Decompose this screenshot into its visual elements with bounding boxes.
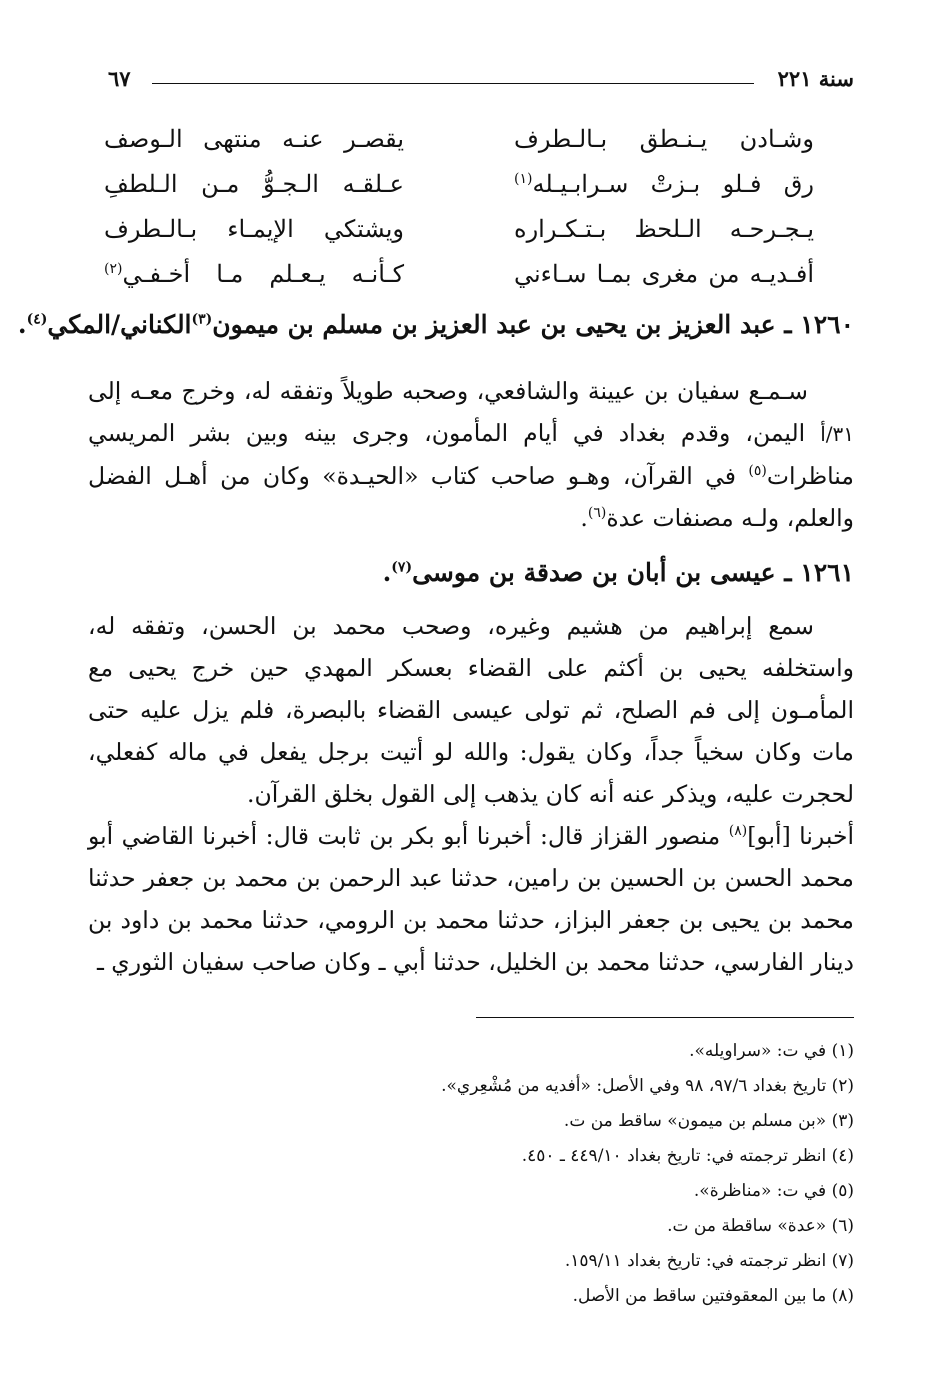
footnote-ref: (٧)	[391, 559, 413, 576]
title-text: .	[382, 558, 392, 587]
footnote: (٥) في ت: «مناظرة».	[693, 1181, 854, 1201]
page-number: ٦٧	[108, 66, 131, 91]
verse-text: كـأنـه يـعـلم مـا أخـفـي	[122, 260, 404, 288]
footnote: (٢) تاريخ بغداد ٩٧/٦، ٩٨ وفي الأصل: «أفديه من مُشْعِري».	[441, 1076, 854, 1096]
footnote: (٧) انظر ترجمته في: تاريخ بغداد ١٥٩/١١.	[564, 1251, 854, 1271]
header-rule	[152, 83, 754, 84]
year-label: سنة ٢٢١	[777, 66, 854, 91]
entry-1260-body	[88, 370, 854, 539]
entry-1261-body	[88, 605, 854, 815]
footnote: (٤) انظر ترجمته في: تاريخ بغداد ٤٤٩/١٠ ـ ٤٥٠.	[521, 1146, 854, 1166]
entry-1261-isnad	[88, 815, 854, 983]
manuscript-folio-ref: ٣١/أ	[820, 422, 854, 446]
body-text: سمع إبراهيم من هشيم وغيره، وصحب محمد بن الحسن، وتفقه له، واستخلفه يحيى بن أكثم على القضاء بعسكر المهدي حين خرج يحيى مع المأمـون إلى فم الصلح، ثم تولى عيسى القضاء بالبصرة، فلم يزل عليه حتى مات وكان سخياً جداً، وكان يقول: والله لو أتيت برجل يفعل في ماله كفعلي، لحجرت عليه، ويذكر عنه أنه كان يذهب إلى القول بخلق القرآن.	[88, 612, 854, 808]
footnote: (٣) «بن مسلم بن ميمون» ساقط من ت.	[563, 1111, 854, 1131]
footnote-ref: (٤)	[26, 311, 48, 328]
body-text: .	[580, 504, 588, 532]
entry-1260-title	[17, 310, 854, 339]
title-text: ١٢٦٠ ـ عبد العزيز بن يحيى بن عبد العزيز بن مسلم بن ميمون	[212, 310, 854, 339]
title-text: ١٢٦١ ـ عيسى بن أبان بن صدقة بن موسى	[412, 558, 854, 587]
poem-verse	[104, 260, 814, 305]
footnote-ref: (٥)	[748, 463, 767, 480]
verse-left-hemistich: عـلقـه الـجـوُّ مـن الـلطفِ	[104, 170, 404, 198]
running-header	[108, 64, 854, 98]
poem-verse	[104, 170, 814, 215]
body-text: منصور القزاز قال: أخبرنا أبو بكر بن ثابت قال: أخبرنا القاضي أبو محمد الحسن بن الحسين بن رامين، حدثنا عبد الرحمن بن محمد بن جعفر حدثنا محمد بن يحيى بن جعفر البزاز، حدثنا محمد بن الرومي، حدثنا محمد بن داود بن دينار الفارسي، حدثنا محمد بن الخليل، حدثنا أبي ـ وكان صاحب سفيان الثوري ـ	[88, 822, 854, 976]
verse-left-hemistich: ويشتكي الإيمـاء بـالـطرف	[104, 215, 404, 243]
footnote: (٦) «عدة» ساقطة من ت.	[667, 1216, 854, 1236]
verse-right-hemistich: يـجـرحـه الـلحظ بـتـكـراره	[514, 215, 814, 243]
verse-left-hemistich: يقصـر عنـه منتهى الـوصف	[104, 125, 404, 153]
footnote-ref: (١)	[514, 171, 533, 187]
title-text: الكناني/المكي	[47, 310, 192, 339]
footnote-rule	[476, 1017, 854, 1018]
footnotes	[100, 1034, 854, 1314]
verse-left-hemistich	[104, 260, 404, 288]
footnote-ref: (٣)	[191, 311, 213, 328]
footnote-ref: (٨)	[728, 823, 748, 840]
verse-right-hemistich	[514, 170, 814, 198]
body-text: أخبرنا [أبو]	[747, 822, 854, 850]
title-text: .	[17, 310, 27, 339]
poem-verse	[104, 215, 814, 260]
body-text: في القرآن، وهـو صاحب كتاب «الحيـدة» وكان من أهـل الفضل والعلم، ولـه مصنفات عدة	[88, 462, 854, 532]
verse-right-hemistich: وشـادن يـنـطق بـالـطرف	[514, 125, 814, 153]
body-text: سـمـع سفيان بن عيينة والشافعي، وصحبه طويلاً وتفقه له، وخرج معـه إلى	[88, 377, 808, 405]
entry-1261-title	[80, 558, 854, 587]
footnote-ref: (٢)	[104, 261, 123, 277]
verse-text: رق فـلو بـزتْ سـرابـيـله	[532, 170, 814, 198]
footnote-ref: (٦)	[587, 505, 607, 522]
verse-right-hemistich: أفـديـه من مغرى بمـا سـاءني	[514, 260, 814, 288]
poem	[104, 125, 814, 305]
footnote: (٨) ما بين المعقوفتين ساقط من الأصل.	[572, 1286, 854, 1306]
body-text: اليمن، وقدم بغداد في أيام المأمون، وجرى بينه وبين بشر المريسي مناظرات	[88, 419, 854, 490]
poem-verse	[104, 125, 814, 170]
footnote: (١) في ت: «سراويله».	[689, 1041, 854, 1061]
